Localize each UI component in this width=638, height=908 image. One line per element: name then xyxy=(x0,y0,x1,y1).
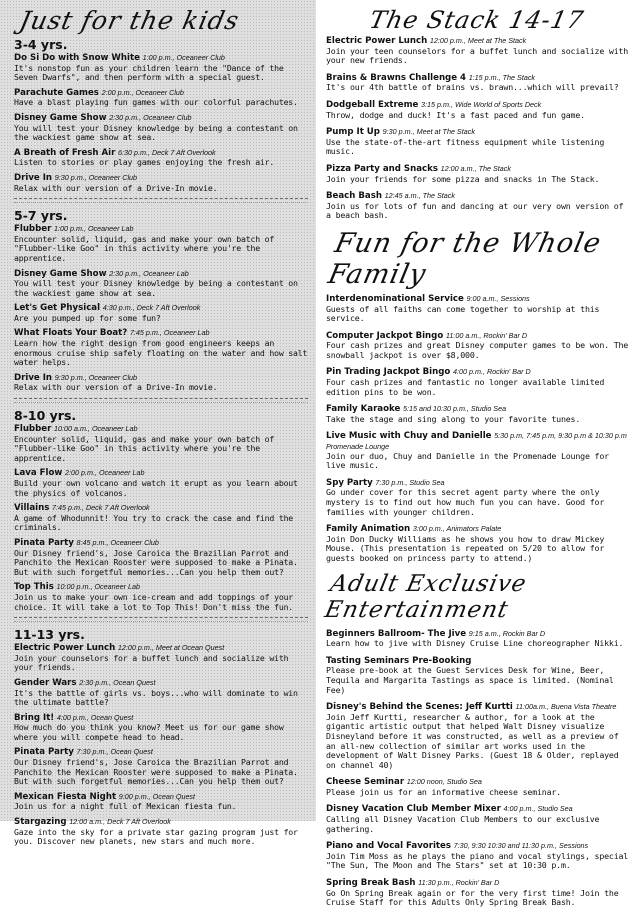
event-item xyxy=(326,36,630,66)
event-item xyxy=(14,303,308,323)
event-time-location: 9:30 p.m., Oceaneer Club xyxy=(54,172,138,182)
event-item xyxy=(14,224,308,263)
event-description: Join your counselors for a buffet lunch and socialize with your friends. xyxy=(14,652,289,673)
event-description: It's the battle of girls vs. boys...who will dominate to win the ultimate battle? xyxy=(14,687,298,708)
event-name: Family Animation xyxy=(326,524,411,535)
event-description: Gaze into the sky for a private star gazing program just for you. Discover new planets, new stars and much more. xyxy=(14,826,298,847)
event-item xyxy=(14,792,308,812)
event-name: Computer Jackpot Bingo xyxy=(326,330,444,341)
event-time-location: 11:00a.m., Buena Vista Theatre xyxy=(515,702,617,712)
age-group-heading: 8-10 yrs. xyxy=(14,408,77,424)
event-description: Calling all Disney Vacation Club Members to our exclusive gathering. xyxy=(326,814,600,834)
event-item xyxy=(326,804,630,834)
event-time-location: 4:30 p.m., Deck 7 Aft Overlook xyxy=(102,303,201,313)
event-item xyxy=(326,524,630,563)
event-item xyxy=(326,878,630,908)
event-description: Please pre-book at the Guest Services Desk for Wine, Beer, Tequila and Margarita Tastings as space is limited. (Nominal Fee) xyxy=(326,665,614,695)
event-description: Join Tim Moss as he plays the piano and vocal stylings, special "The Sun, The Moon and The Stars" set at 10:30 p.m. xyxy=(326,850,629,871)
event-name: Flubber xyxy=(14,424,52,435)
event-name: Disney Game Show xyxy=(14,112,107,123)
event-time-location: 7:30 p.m., Studio Sea xyxy=(375,477,445,487)
event-item xyxy=(14,148,308,168)
event-description: Our Disney friend's, Jose Caroica the Brazilian Parrot and Panchito the Mexican Rooster were supposed to make a Pinata. But with such forgetful memories...Can you help them out? xyxy=(14,757,298,787)
event-name: Disney Vacation Club Member Mixer xyxy=(326,804,501,815)
event-description: Join us for lots of fun and dancing at our very own version of a beach bash. xyxy=(326,200,624,221)
event-time-location: 6:30 p.m., Deck 7 Aft Overlook xyxy=(118,147,216,157)
event-name: Parachute Games xyxy=(14,87,99,98)
event-item xyxy=(14,53,308,83)
event-item xyxy=(14,373,308,393)
event-name: Top This xyxy=(14,582,54,593)
event-item xyxy=(14,173,308,193)
event-description: How much do you think you know? Meet us for our game show where you will compete head to head. xyxy=(14,722,284,742)
event-time-location: 12:00 a.m., The Stack xyxy=(440,163,511,173)
event-name: Cheese Seminar xyxy=(326,777,405,788)
stack-event-list xyxy=(326,36,630,221)
section-divider xyxy=(14,617,308,622)
event-time-location: 4:00 p.m., Ocean Quest xyxy=(56,712,134,722)
event-item xyxy=(14,468,308,498)
event-item xyxy=(326,127,630,157)
event-description: Join your friends for some pizza and snacks in The Stack. xyxy=(326,173,600,184)
event-description: Have a blast playing fun games with our colorful parachutes. xyxy=(14,97,298,108)
event-description: Use the state-of-the-art fitness equipment while listening music. xyxy=(326,136,605,157)
event-time-location: 9:00 p.m., Ocean Quest xyxy=(118,791,196,801)
event-name: Mexican Fiesta Night xyxy=(14,791,117,802)
event-item xyxy=(14,328,308,367)
event-description: Our Disney friend's, Jose Caroica the Brazilian Parrot and Panchito the Mexican Rooster were supposed to make a Pinata. But with such forgetful memories...Can you help them out? xyxy=(14,547,298,577)
event-time-location: 5:30 p.m, 7:45 p.m, 9:30 p.m & 10:30 p.m Promenade Lounge xyxy=(326,431,627,452)
event-name: Villains xyxy=(14,503,50,514)
event-name: Pinata Party xyxy=(14,537,74,548)
age-group-heading: 11-13 yrs. xyxy=(14,627,85,643)
event-item xyxy=(326,656,630,695)
event-item xyxy=(14,713,308,743)
adult-section-title: Adult Exclusive Entertainment xyxy=(322,570,530,623)
event-item xyxy=(326,777,630,797)
event-time-location: 4:00 p.m., Studio Sea xyxy=(503,804,573,814)
stack-section-title: The Stack 14-17 xyxy=(367,6,587,34)
event-time-location: 1:15 p.m., The Stack xyxy=(468,72,536,82)
event-description: Four cash prizes and great Disney computer games to be won. The snowball jackpot is over $8,000. xyxy=(326,340,629,360)
event-name: Drive In xyxy=(14,372,53,383)
event-item xyxy=(326,73,630,93)
family-event-list xyxy=(326,294,630,564)
event-time-location: 5:15 and 10:30 p.m., Studio Sea xyxy=(403,404,507,414)
event-name: Beginners Ballroom- The Jive xyxy=(326,628,467,639)
event-time-location: 7:45 p.m., Oceaneer Lab xyxy=(129,328,210,338)
event-description: Join us to make your own ice-cream and add toppings of your choice. It will take a lot to Top This! Don't miss the fun. xyxy=(14,591,294,612)
event-name: Gender Wars xyxy=(14,677,77,688)
event-item xyxy=(14,269,308,299)
age-group-heading: 5-7 yrs. xyxy=(14,208,68,224)
event-time-location: 10:00 p.m., Oceaneer Lab xyxy=(56,582,140,592)
event-time-location: 9:30 p.m., Oceaneer Club xyxy=(54,372,138,382)
event-item xyxy=(14,113,308,143)
event-description: Join us for a night full of Mexican fiesta fun. xyxy=(14,801,237,812)
event-name: Pump It Up xyxy=(326,127,380,138)
event-time-location: 9:15 a.m., Rockin Bar D xyxy=(468,628,546,638)
event-item xyxy=(326,164,630,184)
event-time-location: 3:15 p.m., Wide World of Sports Deck xyxy=(421,99,542,109)
event-description: Listen to stories or play games enjoying the fresh air. xyxy=(14,157,275,168)
event-name: Pinata Party xyxy=(14,747,74,758)
event-description: Four cash prizes and fantastic no longer available limited edition pins to be won. xyxy=(326,377,605,397)
event-item xyxy=(326,629,630,649)
event-description: It's nonstop fun as your children learn the "Dance of the Seven Dwarfs", and then perform with a special guest. xyxy=(14,62,284,83)
event-name: Interdenominational Service xyxy=(326,293,464,304)
event-time-location: 7:45 p.m., Deck 7 Aft Overlook xyxy=(52,503,150,513)
event-time-location: 12:45 a.m., The Stack xyxy=(384,191,455,201)
kids-section-title: Just for the kids xyxy=(16,6,243,35)
event-description: You will test your Disney knowledge by being a contestant on the wackiest game show at sea. xyxy=(14,122,298,143)
event-description: Go under cover for this secret agent party where the only mystery is to find out how much fun you can have. Good for families with younger children. xyxy=(326,487,605,517)
event-item xyxy=(326,431,630,470)
event-name: Electric Power Lunch xyxy=(326,36,428,46)
event-name: Dodgeball Extreme xyxy=(326,99,419,110)
event-description: Join Don Ducky Williams as he shows you how to draw Mickey Mouse. (This presentation is repeated on 5/20 to allow for guests booked on princess party to attend.) xyxy=(326,533,605,563)
event-name: Spy Party xyxy=(326,477,373,488)
event-time-location: 8:45 p.m., Oceaneer Club xyxy=(76,537,159,547)
event-name: Brains & Brawns Challenge 4 xyxy=(326,72,467,83)
event-name: Disney's Behind the Scenes: Jeff Kurtti xyxy=(326,702,513,713)
event-description: Guests of all faiths can come together to worship at this service. xyxy=(326,303,600,324)
adult-event-list xyxy=(326,629,630,908)
event-description: Join Jeff Kurtti, researcher & author, for a look at the gigantic artistic output that helped Walt Disney visualize Disneyland before it was constructed, as well as a preview of an all-new collection of similar art works used in the development of Walt Disney Parks. (Guest 18 & Older, replayed on channel 40) xyxy=(326,711,619,770)
event-description: Encounter solid, liquid, gas and make your own batch of "Flubber-like Goo" in this activity where you're the apprentice. xyxy=(14,433,275,463)
event-description: It's our 4th battle of brains vs. brawn...which will prevail? xyxy=(326,82,619,93)
event-name: Pizza Party and Snacks xyxy=(326,163,438,174)
event-name: Drive In xyxy=(14,172,53,183)
event-time-location: 11:30 p.m., Rockin' Bar D xyxy=(418,878,500,888)
right-column xyxy=(316,0,638,908)
event-item xyxy=(14,817,308,847)
event-item xyxy=(14,424,308,463)
event-description: You will test your Disney knowledge by being a contestant on the wackiest game show at sea. xyxy=(14,278,298,298)
event-item xyxy=(326,702,630,770)
event-name: Family Karaoke xyxy=(326,404,401,415)
event-time-location: 9:30 p.m., Meet at The Stack xyxy=(382,127,475,137)
event-name: Flubber xyxy=(14,224,52,235)
event-item xyxy=(326,331,630,361)
event-name: Spring Break Bash xyxy=(326,878,416,889)
event-name: Stargazing xyxy=(14,817,67,828)
event-time-location: 2:30 p.m., Ocean Quest xyxy=(79,677,156,687)
event-item xyxy=(326,367,630,397)
event-item xyxy=(14,538,308,577)
event-name: Live Music with Chuy and Danielle xyxy=(326,431,492,442)
family-section-title: Fun for the Whole Family xyxy=(325,227,605,290)
event-item xyxy=(326,404,630,424)
event-time-location: 1:00 p.m., Oceaneer Club xyxy=(142,53,225,62)
event-description: Please join us for an informative cheese seminar. xyxy=(326,786,561,797)
event-name: What Floats Your Boat? xyxy=(14,328,128,339)
event-name: Let's Get Physical xyxy=(14,303,101,314)
event-name: A Breath of Fresh Air xyxy=(14,147,116,158)
event-time-location: 2:30 p.m., Oceaneer Lab xyxy=(109,268,189,278)
event-description: Take the stage and sing along to your favorite tunes. xyxy=(326,413,581,424)
event-description: A game of Whodunnit! You try to crack the case and find the criminals. xyxy=(14,512,294,533)
event-description: Are you pumped up for some fun? xyxy=(14,312,161,323)
event-description: Relax with our version of a Drive-In movie. xyxy=(14,182,218,193)
event-time-location: 3:00 p.m., Animators Palate xyxy=(412,524,502,534)
event-item xyxy=(14,88,308,108)
event-time-location: 9:00 a.m., Sessions xyxy=(466,293,530,303)
event-item xyxy=(326,841,630,871)
event-description: Relax with our version of a Drive-In movie. xyxy=(14,382,218,393)
event-time-location: 2:30 p.m., Oceaneer Club xyxy=(109,112,192,122)
event-name: Piano and Vocal Favorites xyxy=(326,841,451,852)
event-name: Electric Power Lunch xyxy=(14,643,116,654)
event-name: Beach Bash xyxy=(326,191,382,202)
event-name: Pin Trading Jackpot Bingo xyxy=(326,367,451,378)
event-description: Learn how the right design from good engineers keeps an enormous cruise ship safely floating on the water and how salt water helps. xyxy=(14,338,308,368)
event-time-location: 12:00 p.m., Meet at Ocean Quest xyxy=(117,643,225,653)
event-name: Lava Flow xyxy=(14,468,63,479)
event-name: Bring It! xyxy=(14,712,55,723)
event-description: Join your teen counselors for a buffet lunch and socialize with your new friends. xyxy=(326,45,629,66)
event-name: Tasting Seminars Pre-Booking xyxy=(326,655,472,666)
event-time-location: 7:30 p.m., Ocean Quest xyxy=(76,747,153,757)
event-description: Throw, dodge and duck! It's a fast paced and fun game. xyxy=(326,109,585,120)
event-time-location: 12:00 a.m., Deck 7 Aft Overlook xyxy=(69,817,171,827)
event-item xyxy=(14,582,308,612)
event-description: Build your own volcano and watch it erupt as you learn about the physics of volcanos. xyxy=(14,478,298,498)
event-time-location: 10:00 a.m., Oceaneer Lab xyxy=(53,424,138,434)
event-item xyxy=(14,503,308,533)
section-divider xyxy=(14,398,308,403)
event-time-location: 1:00 p.m., Oceaneer Lab xyxy=(53,224,134,234)
kids-column xyxy=(0,0,316,847)
event-item xyxy=(14,747,308,786)
event-time-location: 12:00 noon, Studio Sea xyxy=(406,777,482,787)
event-time-location: 4:00 p.m., Rockin' Bar D xyxy=(452,367,531,377)
event-item xyxy=(326,478,630,517)
event-item xyxy=(326,100,630,120)
event-time-location: 11:00 a.m., Rockin' Bar D xyxy=(445,330,528,340)
event-description: Join our duo, Chuy and Danielle in the Promenade Lounge for live music. xyxy=(326,450,609,471)
event-time-location: 7:30, 9:30 10:30 and 11:30 p.m., Sessions xyxy=(453,841,589,851)
age-group-heading: 3-4 yrs. xyxy=(14,37,68,52)
section-divider xyxy=(14,198,308,203)
event-item xyxy=(14,643,308,673)
event-time-location: 2:00 p.m., Oceaneer Lab xyxy=(65,468,145,478)
event-description: Learn how to jive with Disney Cruise Line choreographer Nikki. xyxy=(326,638,624,649)
event-item xyxy=(326,191,630,221)
event-name: Disney Game Show xyxy=(14,268,107,279)
event-time-location: 2:00 p.m., Oceaneer Club xyxy=(101,87,184,97)
event-name: Do Si Do with Snow White xyxy=(14,53,140,63)
event-description: Go On Spring Break again or for the very first time! Join the Cruise Staff for this Adults Only Spring Break Bash. xyxy=(326,887,619,908)
event-item xyxy=(326,294,630,324)
event-time-location: 12:00 p.m., Meet at The Stack xyxy=(429,36,527,45)
event-item xyxy=(14,678,308,708)
event-description: Encounter solid, liquid, gas and make your own batch of "Flubber-like Goo" in this activity where you're the apprentice. xyxy=(14,233,275,263)
